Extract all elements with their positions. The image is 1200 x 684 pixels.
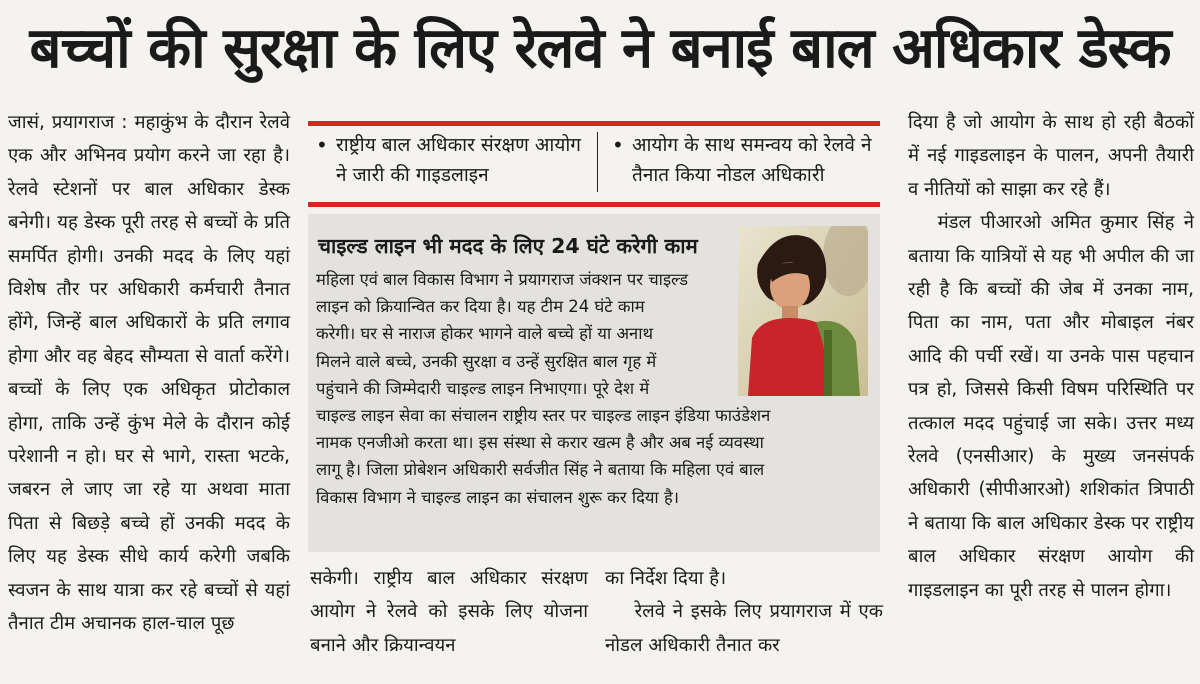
article-column-2 — [310, 562, 588, 662]
highlight-2-text: आयोग के साथ समन्वय को रेलवे ने तैनात किया नोडल अधिकारी — [632, 134, 872, 186]
bullet-icon: • — [612, 133, 624, 157]
sidebar-line: महिला एवं बाल विकास विभाग ने प्रयागराज जंक्शन पर चाइल्ड — [316, 270, 689, 289]
highlight-1-text: राष्ट्रीय बाल अधिकार संरक्षण आयोग ने जारी की गाइडलाइन — [336, 134, 581, 186]
sidebar-line: लागू है। जिला प्रोबेशन अधिकारी सर्वजीत सिंह ने बताया कि महिला एवं बाल — [316, 460, 765, 480]
headline: बच्चों की सुरक्षा के लिए रेलवे ने बनाई बाल अधिकार डेस्क — [29, 16, 1171, 81]
highlight-divider — [597, 132, 598, 192]
highlight-2 — [612, 130, 880, 190]
column-4-text-1: दिया है जो आयोग के साथ हो रही बैठकों में नई गाइडलाइन के पालन, अपनी तैयारी व नीतियों को साझा कर रहे हैं। — [908, 112, 1194, 200]
column-3-text-1: का निर्देश दिया है। — [605, 568, 727, 589]
highlight-1 — [316, 130, 586, 190]
sidebar-title: चाइल्ड लाइन भी मदद के लिए 24 घंटे करेगी काम — [318, 234, 698, 258]
column-3-text-2: रेलवे ने इसके लिए प्रयागराज में एक नोडल अधिकारी तैनात कर — [605, 601, 883, 656]
sidebar-line: चाइल्ड लाइन सेवा का संचालन राष्ट्रीय स्तर पर चाइल्ड लाइन इंडिया फाउंडेशन — [316, 406, 771, 426]
sidebar-line: नामक एनजीओ करता था। इस संस्था से करार खत्म है और अब नई व्यवस्था — [316, 433, 764, 453]
column-1-text: जासं, प्रयागराज : महाकुंभ के दौरान रेलवे एक और अभिनव प्रयोग करने जा रहा है। रेलवे स्टेशनों पर बाल अधिकार डेस्क बनेगी। यह डेस्क पूरी तरह से बच्चों के प्रति समर्पित होगी। उनकी मदद के लिए यहां विशेष तौर पर अधिकारी कर्मचारी तैनात होंगे, जिन्हें बाल अधिकारों के प्रति लगाव होगा और वह बेहद सौम्यता से वार्ता करेंगे। बच्चों के लिए एक अधिकृत प्रोटोकाल होगा, ताकि उन्हें कुंभ मेले के दौरान कोई परेशानी न हो। घर से भागे, रास्ता भटके, जबरन ले जाए जा रहे या अथवा माता पिता से बिछड़े बच्चे हों उनकी मदद के लिए यह डेस्क सीधे कार्य करेगी जबकि स्वजन के साथ यात्रा कर रहे बच्चों से यहां तैनात टीम अचानक हाल-चाल पूछ — [8, 112, 290, 635]
column-2-text: सकेगी। राष्ट्रीय बाल अधिकार संरक्षण आयोग ने रेलवे को इसके लिए योजना बनाने और क्रियान्वयन — [310, 568, 588, 656]
sidebar-line: विकास विभाग ने चाइल्ड लाइन का संचालन शुरू कर दिया है। — [316, 487, 679, 507]
column-4-text-2: मंडल पीआरओ अमित कुमार सिंह ने बताया कि यात्रियों से यह भी अपील की जा रही है कि बच्चों की जेब में उनका नाम, पिता का नाम, पता और मोबाइल नंबर आदि की पर्ची रखें। या उनके पास पहचान पत्र हो, जिससे किसी विषम परिस्थिति पर तत्काल मदद पहुंचाई जा सके। उत्तर मध्य रेलवे (एनसीआर) के मुख्य जनसंपर्क अधिकारी (सीपीआरओ) शशिकांत त्रिपाठी ने बताया कि बाल अधिकार डेस्क पर राष्ट्रीय बाल अधिकार संरक्षण आयोग की गाइडलाइन का पूरी तरह से पालन होगा। — [908, 212, 1194, 601]
sidebar-line: मिलने वाले बच्चे, उनकी सुरक्षा व उन्हें सुरक्षित बाल गृह में — [316, 351, 657, 371]
bottom-red-rule — [308, 202, 880, 207]
sidebar-line: करेगी। घर से नाराज होकर भागने वाले बच्चे हों या अनाथ — [316, 324, 654, 344]
article-column-4 — [908, 106, 1194, 607]
sidebar-line: पहुंचाने की जिम्मेदारी चाइल्ड लाइन निभाएगा। पूरे देश में — [316, 378, 650, 398]
bullet-icon: • — [316, 133, 328, 157]
sidebar-text — [316, 266, 872, 511]
sidebar-line: लाइन को क्रियान्वित कर दिया है। यह टीम 24 घंटे काम — [316, 297, 645, 317]
article-column-1 — [8, 106, 290, 641]
top-red-rule — [308, 121, 880, 126]
article-column-3 — [605, 562, 883, 662]
